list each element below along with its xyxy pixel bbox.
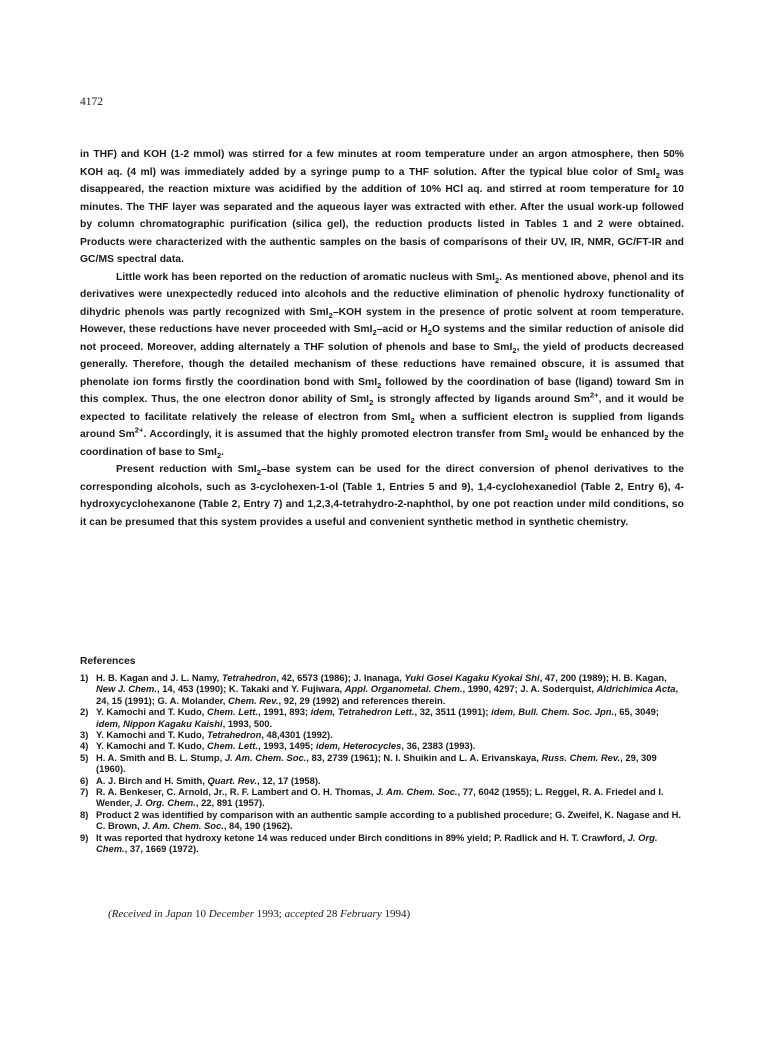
reference-text: A. J. Birch and H. Smith, Quart. Rev., 12, 17 (1958). — [96, 774, 321, 786]
reference-item — [80, 706, 684, 729]
reference-number: 8) — [80, 808, 89, 820]
reference-text: Y. Kamochi and T. Kudo, Chem. Lett., 1991, 893; idem, Tetrahedron Lett., 32, 3511 (1991); idem, Bull. Chem. Soc. Jpn., 65, 3049; idem, Nippon Kagaku Kaishi, 1993, 500. — [96, 706, 659, 729]
references-list — [80, 672, 684, 855]
reference-item — [80, 740, 684, 751]
paragraph-discussion: Little work has been reported on the reduction of aromatic nucleus with SmI$_2$. As mentioned above, phenol and its derivatives were unexpectedly reduced into alcohols and the reductive elimination of phenolic hydroxy functionality of dihydric phenols was partly recognized with SmI$_2$–KOH system in the presence of protic solvent at room temperature. However, these reductions have never proceeded with SmI$_2$–acid or $H_2O$ systems and the similar reduction of anisole did not proceed. Moreover, adding alternately a THF solution of phenols and base to SmI$_2$, the yield of products decreased generally. Therefore, though the detailed mechanism of these reductions have remained obscure, it is assumed that phenolate ion forms firstly the coordination bond with SmI$_2$ followed by the coordination of base (ligand) toward Sm in this complex. Thus, the one electron donor ability of SmI$_2$ is strongly affected by ligands around $Sm^{2+}$, and it would be expected to facilitate relatively the release of electron from SmI$_2$ when a sufficient electron is supplied from ligands around $Sm^{2+}$. Accordingly, it is assumed that the highly promoted electron transfer from SmI$_2$ would be enhanced by the coordination of base to SmI$_2$. — [80, 271, 684, 460]
paragraph-experimental: in THF) and KOH (1-2 mmol) was stirred for a few minutes at room temperature under an argon atmosphere, then 50% KOH aq. (4 ml) was immediately added by a syringe pump to a THF solution. After the typical blue color of SmI$_2$ was disappeared, the reaction mixture was acidified by the addition of 10% HCl aq. and stirred at room temperature for 10 minutes. The THF layer was separated and the aqueous layer was extracted with ether. After the usual work-up followed by column chromatographic purification (silica gel), the reduction products listed in Tables 1 and 2 were obtained. Products were characterized with the authentic samples on the basis of comparisons of their UV, IR, NMR, GC/FT-IR and GC/MS spectral data. — [80, 149, 684, 265]
reference-number: 4) — [80, 740, 89, 752]
paragraph-conclusion: Present reduction with SmI$_2$–base system can be used for the direct conversion of phenol derivatives to the corresponding alcohols, such as 3-cyclohexen-1-ol (Table 1, Entries 5 and 9), 1,4-cyclohexanediol (Table 2, Entry 6), 4-hydroxycyclohexanone (Table 2, Entry 7) and 1,2,3,4-tetrahydro-2-naphthol, by one pot reaction under mild conditions, so it can be presumed that this system provides a useful and convenient synthetic method in synthetic chemistry. — [80, 464, 684, 528]
reference-item — [80, 775, 684, 786]
reference-text: Y. Kamochi and T. Kudo, Chem. Lett., 1993, 1495; idem, Heterocycles, 36, 2383 (1993). — [96, 740, 476, 752]
reference-number: 6) — [80, 774, 89, 786]
reference-number: 3) — [80, 729, 89, 741]
reference-text: R. A. Benkeser, C. Arnold, Jr., R. F. Lambert and O. H. Thomas, J. Am. Chem. Soc., 77, 6042 (1955); L. Reggel, R. A. Friedel and I. Wender, J. Org. Chem., 22, 891 (1957). — [96, 786, 664, 809]
page-number: 4172 — [80, 96, 103, 108]
reference-item — [80, 832, 684, 855]
reference-text: Product 2 was identified by comparison with an authentic sample according to a published procedure; G. Zweifel, K. Nagase and H. C. Brown, J. Am. Chem. Soc., 84, 190 (1962). — [96, 808, 682, 832]
reference-text: H. A. Smith and B. L. Stump, J. Am. Chem. Soc., 83, 2739 (1961); N. I. Shuikin and L. A. Erivanskaya, Russ. Chem. Rev., 29, 309 (1960). — [96, 751, 657, 775]
reference-number: 5) — [80, 751, 89, 763]
received-date-line: (Received in Japan 10 December 1993; accepted 28 February 1994) — [108, 908, 411, 920]
reference-number: 2) — [80, 706, 89, 718]
body-text — [80, 146, 684, 531]
reference-item — [80, 752, 684, 775]
reference-text: Y. Kamochi and T. Kudo, Tetrahedron, 48,4301 (1992). — [96, 729, 333, 741]
reference-number: 7) — [80, 786, 89, 798]
references-heading: References — [80, 656, 136, 667]
reference-item — [80, 786, 684, 809]
reference-text: H. B. Kagan and J. L. Namy, Tetrahedron, 42, 6573 (1986); J. Inanaga, Yuki Gosei Kagaku Kyokai Shi, 47, 200 (1989); H. B. Kagan, New J. Chem., 14, 453 (1990); K. Takaki and Y. Fujiwara, Appl. Organometal. Chem., 1990, 4297; J. A. Soderquist, Aldrichimica Acta, 24, 15 (1991); G. A. Molander, Chem. Rev., 92, 29 (1992) and references therein. — [96, 672, 679, 706]
reference-text: It was reported that hydroxy ketone 14 was reduced under Birch conditions in 89% yield; P. Radlick and H. T. Crawford, J. Org. Chem., 37, 1669 (1972). — [96, 831, 658, 855]
reference-item — [80, 672, 684, 706]
reference-item — [80, 729, 684, 740]
reference-number: 9) — [80, 831, 89, 843]
reference-number: 1) — [80, 672, 89, 683]
reference-item — [80, 809, 684, 832]
